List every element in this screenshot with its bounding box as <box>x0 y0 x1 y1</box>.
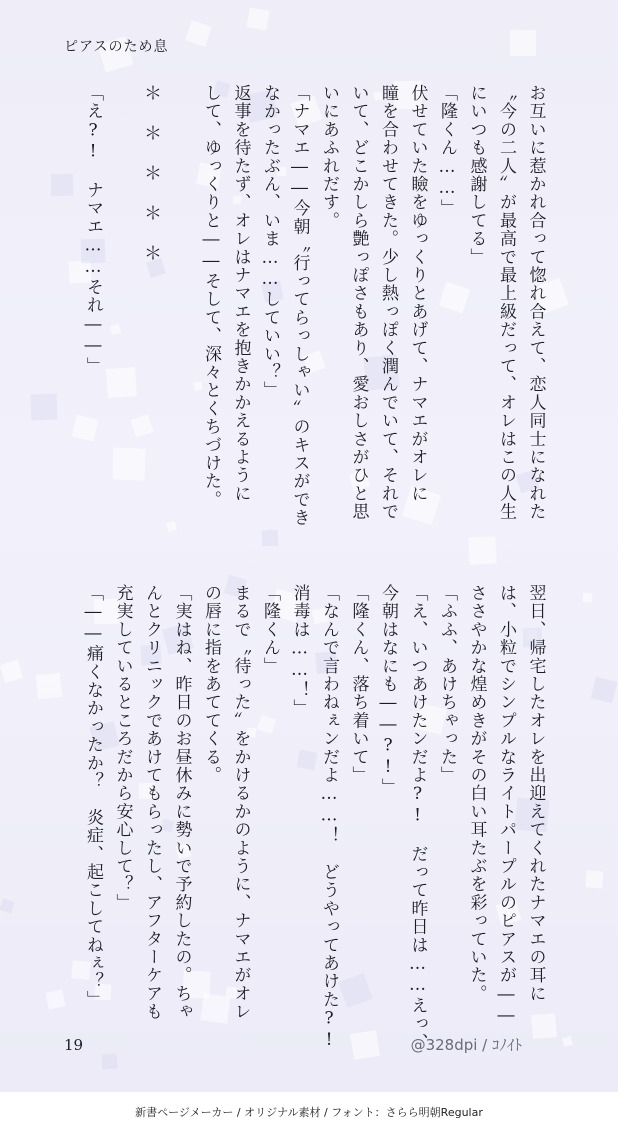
text-column: いて、どこかしら艶っぽさもあり、愛おしさがひと思 <box>348 84 369 521</box>
text-column: いにあふれだす。 <box>319 84 339 230</box>
text-column: 「え?! ナマエ……それ――」 <box>83 84 103 375</box>
footer-credits: 新書ページメーカー / オリジナル素材 / フォント：さらら明朝Regular <box>0 1092 618 1132</box>
text-column: 「ふふ、あけちゃった」 <box>437 584 457 785</box>
author-credit: @328dpi / ｺﾉｲﾄ <box>410 1036 522 1054</box>
text-column: 充実しているところだから安心して？」 <box>112 584 133 912</box>
text-column: んとクリニックであけてもらったし、アフターケアも <box>142 584 162 1021</box>
text-column: 「なんで言わねぇンだよ……！ どうやってあけた?! <box>319 584 339 1051</box>
decor-square <box>31 394 58 421</box>
text-column: 「――痛くなかったか？ 炎症、起こしてねぇ？」 <box>83 584 103 1009</box>
decor-square <box>185 20 211 46</box>
decor-square <box>468 536 496 564</box>
page-title: ピアスのため息 <box>64 39 169 55</box>
decor-square <box>0 898 15 913</box>
decor-square <box>102 1054 118 1070</box>
decor-square <box>36 673 62 699</box>
decor-square <box>46 990 66 1010</box>
text-column: 瞳を合わせてきた。少し熱っぽく潤んでいて、それで <box>378 84 398 521</box>
decor-square <box>583 593 593 603</box>
decor-square <box>591 677 617 703</box>
decor-square <box>166 521 177 532</box>
decor-square <box>0 660 23 684</box>
decor-square <box>338 973 373 1008</box>
text-column: 「隆くん……」 <box>437 84 457 218</box>
decor-square <box>51 174 73 196</box>
text-column: は、小粒でシンプルなライトパープルのピアスが―― <box>496 584 516 1027</box>
text-column: 「隆くん、落ち着いて」 <box>348 584 369 785</box>
decor-square <box>439 282 471 314</box>
text-column: なかったぶん、いま……していい？」 <box>260 84 280 400</box>
decor-square <box>72 415 98 441</box>
decor-square <box>131 415 154 438</box>
scene-break: ＊＊＊＊＊ <box>141 84 162 284</box>
decor-square <box>112 447 145 480</box>
decor-square <box>262 530 279 547</box>
decor-square <box>246 7 269 30</box>
decor-square <box>296 749 317 770</box>
text-column: の唇に指をあててくる。 <box>201 584 221 785</box>
decor-square <box>106 367 137 398</box>
decor-square <box>257 715 276 734</box>
text-column: お互いに惹かれ合って惚れ合えて、恋人同士になれた <box>525 84 546 521</box>
text-column: 翌日、帰宅したオレを出迎えてくれたナマエの耳に <box>525 584 546 1003</box>
decor-square <box>350 1030 380 1060</box>
text-column: 「え、いつあけたンだよ?! だって昨日は……えっ、 <box>407 584 428 1051</box>
text-column: 今朝はなにも――?!」 <box>378 584 398 797</box>
text-column: 消毒は……！」 <box>289 584 310 718</box>
decor-square <box>510 30 536 56</box>
text-column: 「ナマエ――今朝〝行ってらっしゃい〟のキスができ <box>289 84 310 527</box>
page-number: 19 <box>64 1036 84 1054</box>
text-column: 「隆くん」 <box>260 584 280 675</box>
text-column: して、ゆっくりと――そして、深々とくちづけた。 <box>201 84 221 509</box>
decor-square <box>562 1036 573 1047</box>
text-column: 〝今の二人〟が最高で最上級だって、オレはこの人生 <box>496 84 516 521</box>
text-column: 伏せていた瞼をゆっくりとあげて、ナマエがオレに <box>407 84 428 503</box>
decor-square <box>585 870 603 888</box>
text-column: ささやかな煌めきがその白い耳たぶを彩っていた。 <box>466 584 487 1003</box>
text-column: 返事を待たず、オレはナマエを抱きかかえるように <box>230 84 251 503</box>
text-column: 「実はね、昨日のお昼休みに勢いで予約したの。ちゃ <box>171 584 192 1021</box>
text-column: にいつも感謝してる」 <box>466 84 487 266</box>
decor-square <box>110 324 121 335</box>
text-column: まるで〝待った〟をかけるかのように、ナマエがオレ <box>230 584 251 1021</box>
decor-square <box>531 1013 557 1039</box>
